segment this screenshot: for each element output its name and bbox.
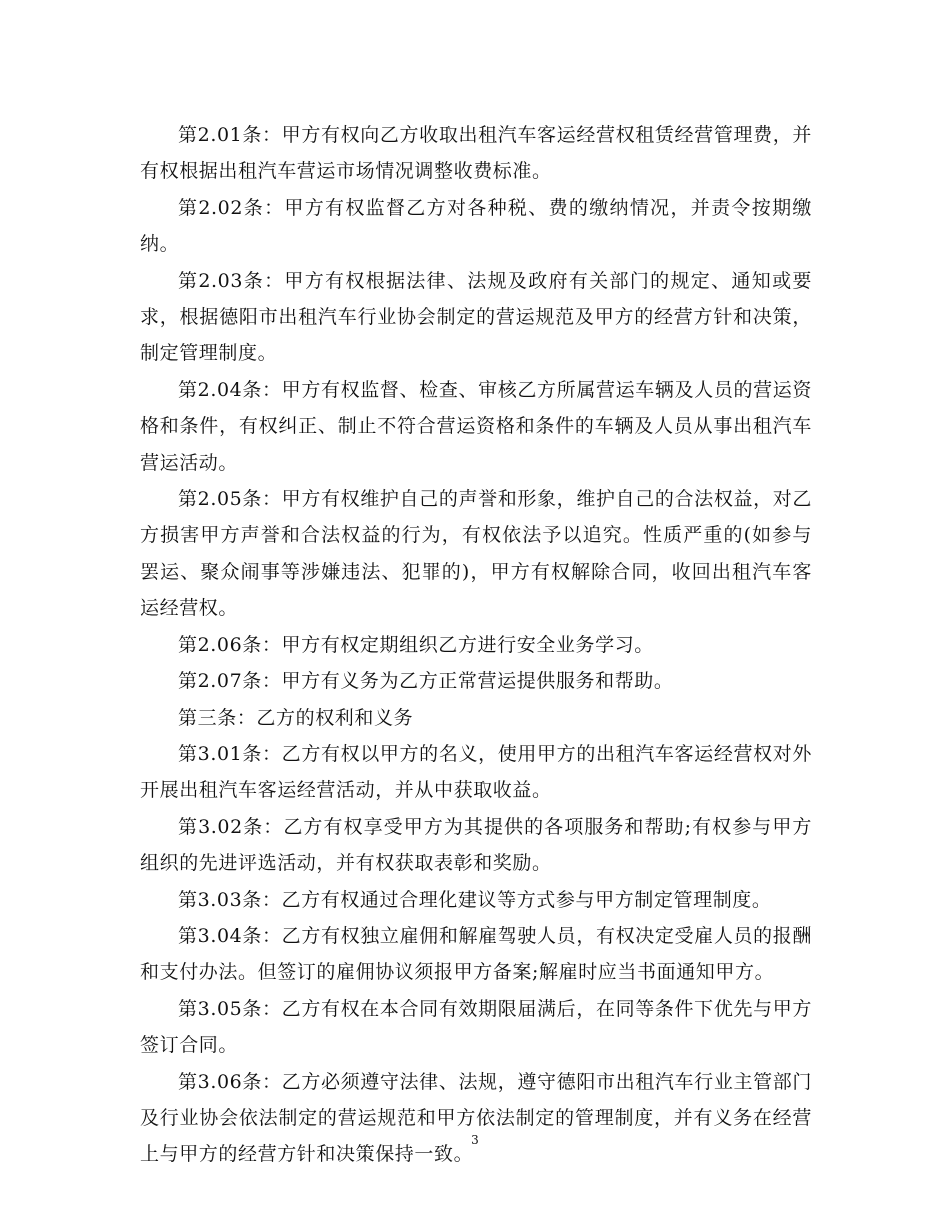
clause-2-01: 第2.01条：甲方有权向乙方收取出租汽车客运经营权租赁经营管理费，并有权根据出租汽车营运市场情况调整收费标准。 [140,124,812,183]
clause-2-03: 第2.03条：甲方有权根据法律、法规及政府有关部门的规定、通知或要求，根据德阳市出租汽车行业协会制定的营运规范及甲方的经营方针和决策，制定管理制度。 [140,269,812,365]
clause-2-04: 第2.04条：甲方有权监督、检查、审核乙方所属营运车辆及人员的营运资格和条件，有权纠正、制止不符合营运资格和条件的车辆及人员从事出租汽车营运活动。 [140,378,812,474]
clause-3-01: 第3.01条：乙方有权以甲方的名义，使用甲方的出租汽车客运经营权对外开展出租汽车客运经营活动，并从中获取收益。 [140,742,812,802]
clause-3-02: 第3.02条：乙方有权享受甲方为其提供的各项服务和帮助;有权参与甲方组织的先进评选活动，并有权获取表彰和奖励。 [140,815,812,875]
clause-2-02: 第2.02条：甲方有权监督乙方对各种税、费的缴纳情况，并责令按期缴纳。 [140,196,812,256]
clause-2-06: 第2.06条：甲方有权定期组织乙方进行安全业务学习。 [178,633,654,656]
clause-2-05: 第2.05条：甲方有权维护自己的声誉和形象，维护自己的合法权益，对乙方损害甲方声誉和合法权益的行为，有权依法予以追究。性质严重的(如参与罢运、聚众闹事等涉嫌违法、犯罪的)，甲方有权解除合同，收回出租汽车客运经营权。 [140,488,812,620]
clause-3-04: 第3.04条：乙方有权独立雇佣和解雇驾驶人员，有权决定受雇人员的报酬和支付办法。但签订的雇佣协议须报甲方备案;解雇时应当书面通知甲方。 [140,924,812,984]
page-number: 3 [471,1133,479,1147]
document-body [140,117,812,1173]
clause-2-07: 第2.07条：甲方有义务为乙方正常营运提供服务和帮助。 [178,670,674,693]
clause-3-05: 第3.05条：乙方有权在本合同有效期限届满后，在同等条件下优先与甲方签订合同。 [140,997,812,1057]
clause-3-06: 第3.06条：乙方必须遵守法律、法规，遵守德阳市出租汽车行业主管部门及行业协会依法制定的营运规范和甲方依法制定的管理制度，并有义务在经营上与甲方的经营方针和决策保持一致。 [140,1070,812,1166]
article-3-heading: 第三条：乙方的权利和义务 [178,706,414,729]
clause-3-03: 第3.03条：乙方有权通过合理化建议等方式参与甲方制定管理制度。 [178,888,772,911]
